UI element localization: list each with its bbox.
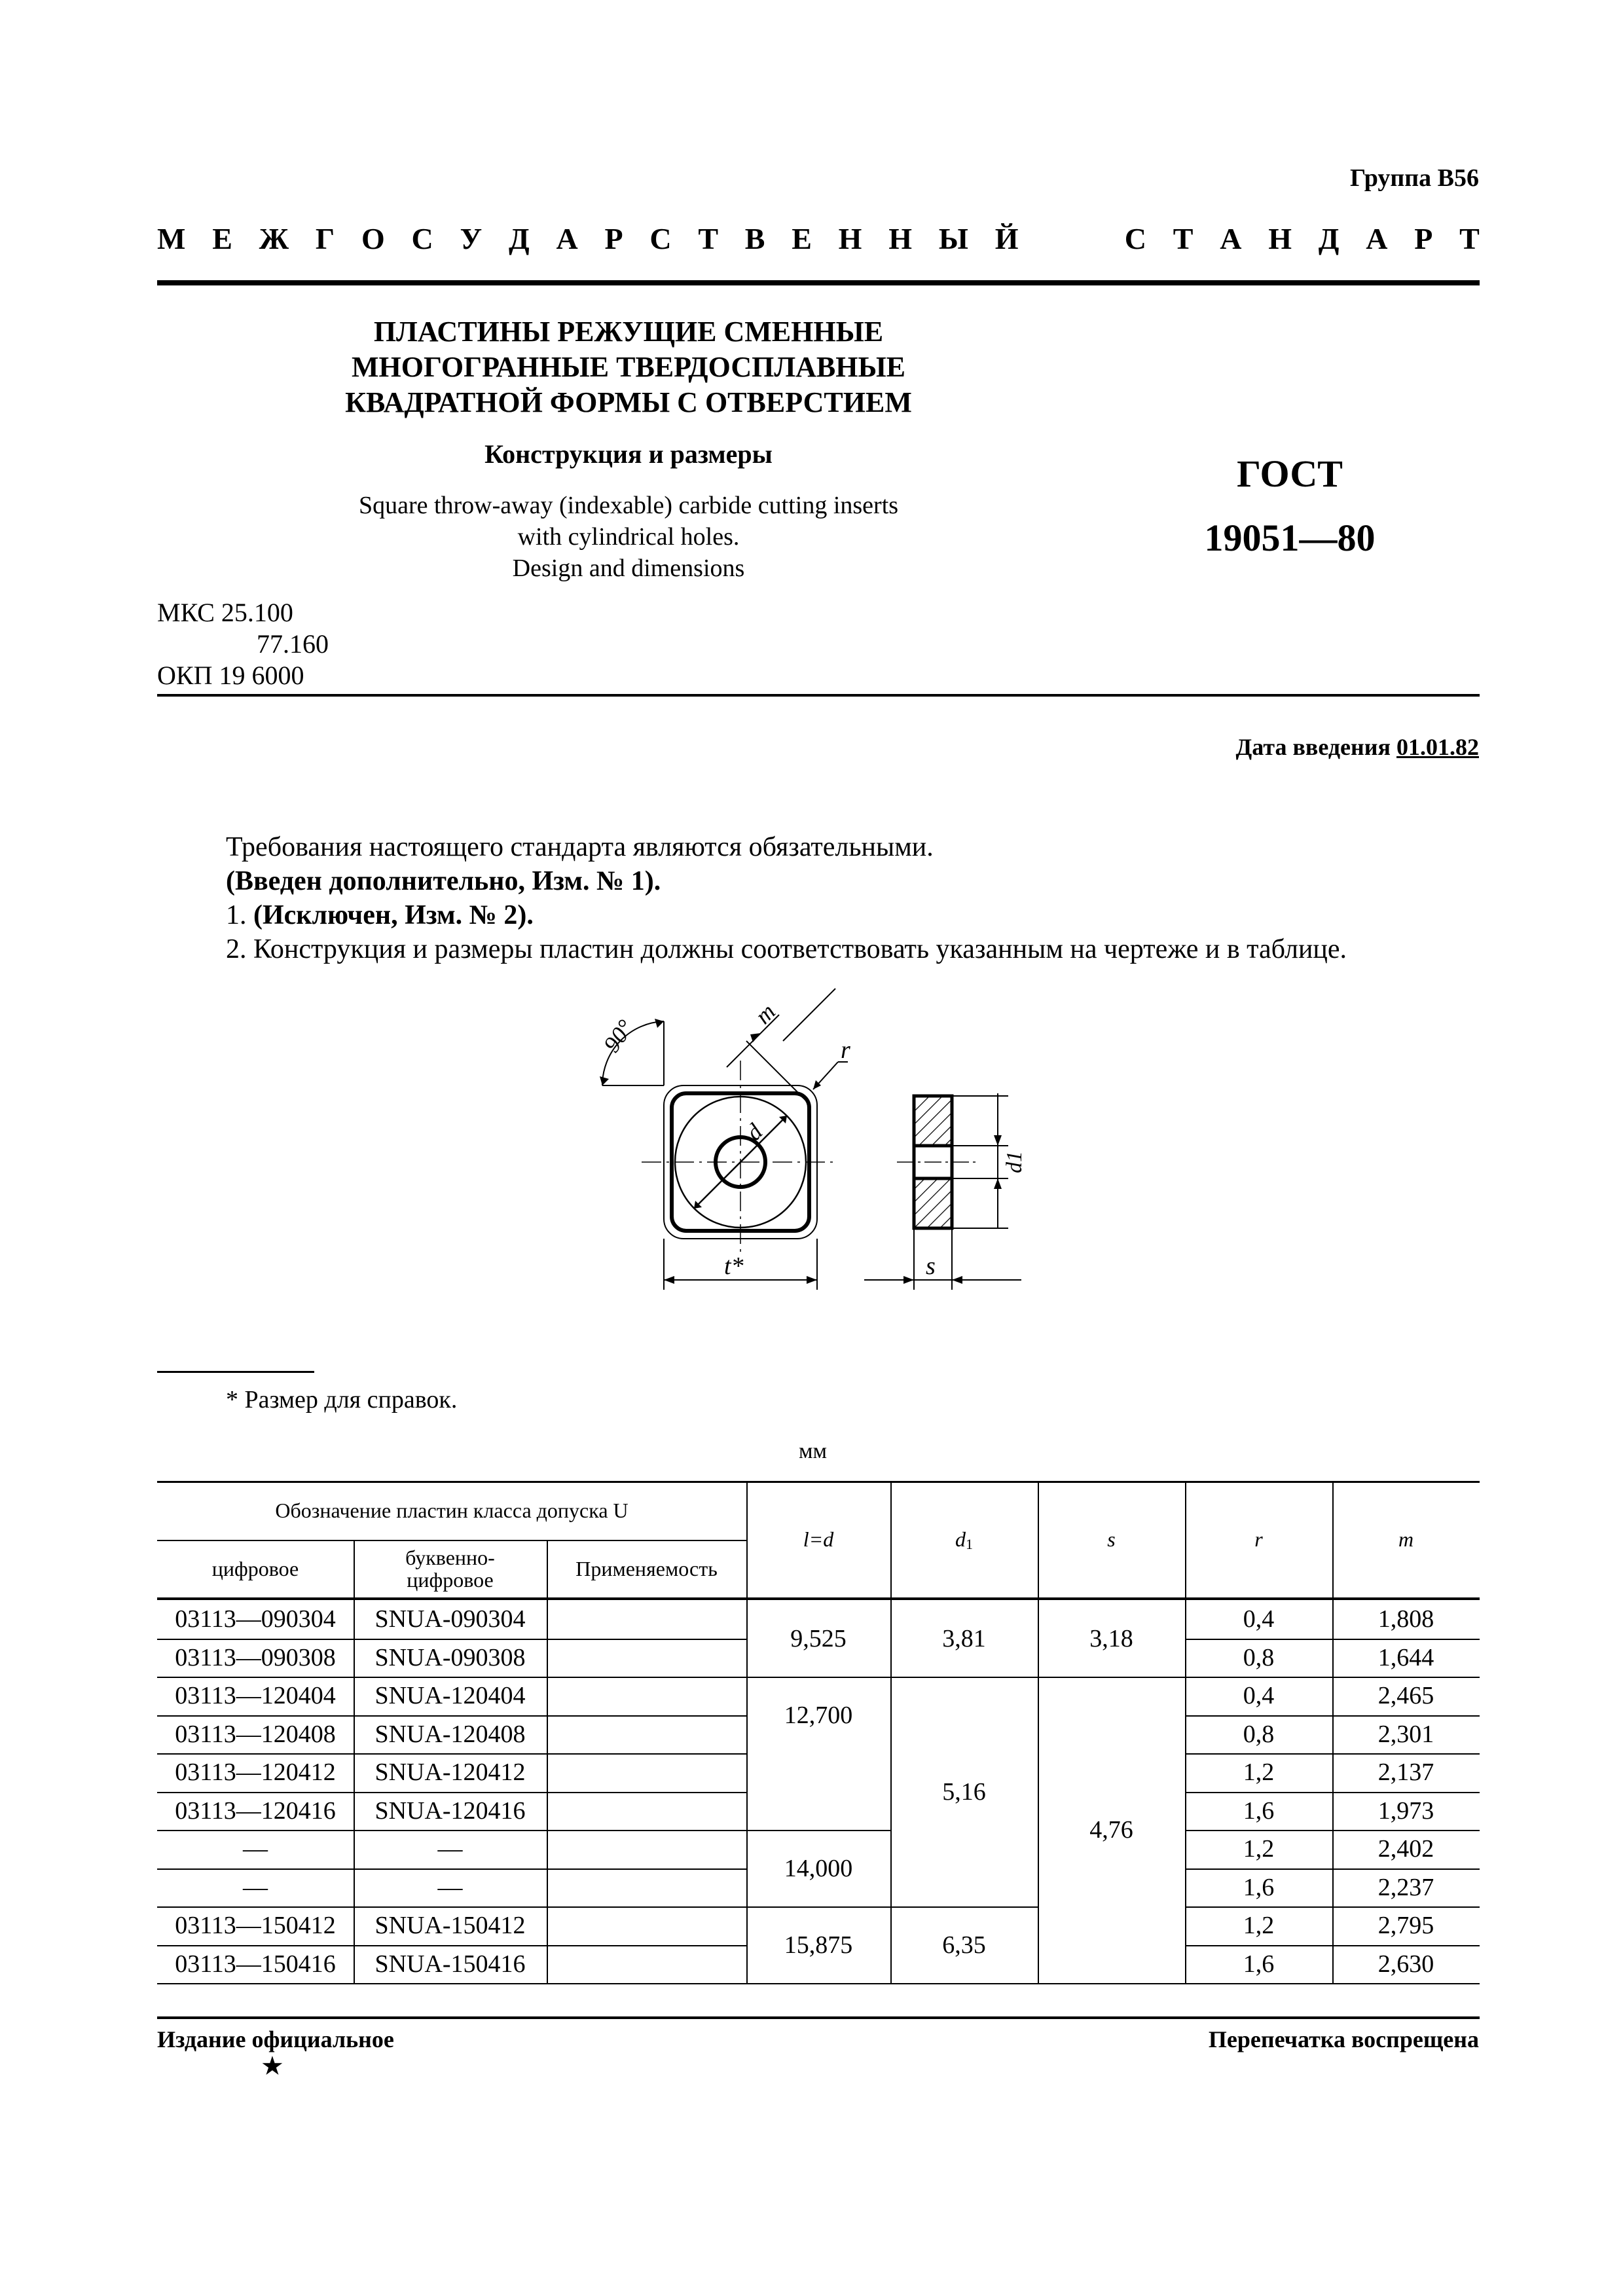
cell-l-merged: 9,525 <box>790 1624 847 1652</box>
table-unit: мм <box>799 1439 828 1463</box>
heading-letter <box>1045 221 1058 256</box>
header-alnum-line-1: буквенно- <box>405 1546 495 1569</box>
title-line-3: КВАДРАТНОЙ ФОРМЫ С ОТВЕРСТИЕМ <box>345 386 912 418</box>
cell-d1-merged: 6,35 <box>942 1931 986 1959</box>
paragraph-amendment-1: (Введен дополнительно, Изм. № 1). <box>226 866 661 896</box>
cell-numeric-code: 03113—120404 <box>175 1682 336 1710</box>
cell-r: 0,8 <box>1243 1643 1275 1671</box>
cell-numeric-code: — <box>243 1835 268 1863</box>
cell-numeric-code: 03113—150416 <box>175 1950 336 1978</box>
cell-d1-merged: 3,81 <box>942 1624 986 1652</box>
header-d1-sub: 1 <box>966 1536 973 1552</box>
heading-letter: Ы <box>938 222 968 255</box>
footer-rule <box>157 2016 1480 2019</box>
side-view <box>864 1093 1021 1290</box>
cell-m: 1,973 <box>1377 1796 1434 1825</box>
interstate-standard-heading <box>157 221 1480 256</box>
heading-letter: Е <box>212 222 232 255</box>
heading-letter: Д <box>509 222 530 255</box>
header-rule <box>157 280 1480 285</box>
cell-r: 1,6 <box>1243 1873 1275 1901</box>
date-label: Дата введения <box>1235 734 1391 760</box>
d1-label: d1 <box>1002 1151 1027 1173</box>
cell-numeric-code: 03113—120408 <box>175 1720 336 1748</box>
insert-drawing <box>589 982 1061 1322</box>
star-icon: ★ <box>261 2051 284 2081</box>
header-r: r <box>1254 1527 1263 1551</box>
group-label: Группа В56 <box>1349 164 1479 192</box>
cell-m: 2,301 <box>1377 1720 1434 1748</box>
cell-alnum-code: SNUA-150416 <box>374 1950 526 1978</box>
heading-letter: Ж <box>259 222 289 255</box>
cell-numeric-code: 03113—150412 <box>175 1912 336 1940</box>
cell-m: 2,237 <box>1377 1873 1434 1901</box>
cell-numeric-code: 03113—120416 <box>175 1796 336 1825</box>
cell-alnum-code: SNUA-120404 <box>374 1682 526 1710</box>
header-designation-group: Обозначение пластин класса допуска U <box>275 1499 629 1522</box>
heading-letter: Т <box>1459 222 1480 255</box>
table-rule <box>547 1540 548 1983</box>
heading-letter: Е <box>792 222 812 255</box>
footnote: * Размер для справок. <box>226 1386 458 1413</box>
header-alnum-line-2: цифровое <box>407 1568 494 1592</box>
heading-letter: О <box>361 222 385 255</box>
header-d1 <box>890 1481 1038 1597</box>
mks-code-2: 77.160 <box>257 629 329 659</box>
angle-label: 90° <box>598 1015 639 1057</box>
cell-m: 2,630 <box>1377 1950 1434 1978</box>
heading-letter: С <box>1124 222 1147 255</box>
cell-alnum-code: — <box>437 1873 463 1901</box>
heading-letter: Р <box>604 222 623 255</box>
heading-letter: Н <box>1268 222 1292 255</box>
header-l: l=d <box>803 1527 834 1551</box>
heading-letter: В <box>744 222 765 255</box>
gost-label: ГОСТ <box>1237 452 1343 495</box>
english-title-line-1: Square throw-away (indexable) carbide cutting inserts <box>358 492 899 519</box>
cell-l-merged: 15,875 <box>784 1931 853 1959</box>
paragraph-item-1 <box>226 898 534 932</box>
cell-m: 1,644 <box>1377 1643 1434 1671</box>
cell-m: 2,402 <box>1377 1835 1434 1863</box>
cell-m: 2,465 <box>1377 1682 1434 1710</box>
heading-letter: Т <box>698 222 718 255</box>
cell-alnum-code: SNUA-120416 <box>374 1796 526 1825</box>
cell-r: 0,8 <box>1243 1720 1275 1748</box>
cell-alnum-code: — <box>437 1835 463 1863</box>
cell-numeric-code: 03113—090304 <box>175 1605 336 1633</box>
english-title-line-2: with cylindrical holes. <box>517 523 740 551</box>
cell-m: 2,137 <box>1377 1758 1434 1787</box>
heading-letter: Т <box>1173 222 1194 255</box>
cell-s-merged: 3,18 <box>1089 1624 1133 1652</box>
cell-l-merged: 14,000 <box>784 1854 853 1882</box>
classification-codes <box>157 597 329 691</box>
heading-letter: Р <box>1414 222 1433 255</box>
m-label: m <box>750 998 781 1029</box>
s-label: s <box>926 1252 936 1280</box>
header-applicability: Применяемость <box>575 1557 718 1580</box>
english-title-line-3: Design and dimensions <box>512 555 745 582</box>
mks-code-1: МКС 25.100 <box>157 598 293 627</box>
footnote-rule <box>157 1371 314 1373</box>
reprint-prohibited-label: Перепечатка воспрещена <box>1208 2026 1479 2052</box>
heading-letter: А <box>556 222 578 255</box>
english-title <box>288 490 969 584</box>
official-edition-label: Издание официальное <box>157 2026 394 2052</box>
cell-l-merged: 12,700 <box>784 1701 853 1729</box>
gost-number: 19051—80 <box>1204 517 1376 559</box>
item-1-text: (Исключен, Изм. № 2). <box>253 900 534 930</box>
cell-alnum-code: SNUA-120412 <box>374 1758 526 1787</box>
section-rule <box>157 694 1480 697</box>
d-label: d <box>740 1118 768 1146</box>
header-d1-main: d <box>955 1527 966 1551</box>
cell-r: 1,2 <box>1243 1835 1275 1863</box>
heading-letter: А <box>1220 222 1242 255</box>
heading-letter: Й <box>994 222 1019 255</box>
heading-letter: Д <box>1318 222 1340 255</box>
heading-letter: С <box>649 222 672 255</box>
document-subtitle: Конструкция и размеры <box>484 439 773 469</box>
heading-letter: У <box>460 222 483 255</box>
cell-alnum-code: SNUA-120408 <box>374 1720 526 1748</box>
introduction-date <box>1236 733 1480 761</box>
title-line-2: МНОГОГРАННЫЕ ТВЕРДОСПЛАВНЫЕ <box>351 351 906 383</box>
paragraph-mandatory: Требования настоящего стандарта являются обязательными. <box>226 832 934 862</box>
cell-alnum-code: SNUA-090304 <box>374 1605 526 1633</box>
header-alphanumeric <box>354 1540 547 1597</box>
cell-numeric-code: 03113—120412 <box>175 1758 336 1787</box>
item-1-number: 1. <box>226 900 253 930</box>
cell-alnum-code: SNUA-090308 <box>374 1643 526 1671</box>
cell-r: 1,6 <box>1243 1796 1275 1825</box>
heading-letter: С <box>411 222 433 255</box>
cell-d1-merged: 5,16 <box>942 1777 986 1806</box>
heading-letter: А <box>1366 222 1388 255</box>
cell-r: 0,4 <box>1243 1605 1275 1633</box>
header-numeric: цифровое <box>211 1557 299 1580</box>
cell-alnum-code: SNUA-150412 <box>374 1912 526 1940</box>
r-label: r <box>841 1036 850 1064</box>
cell-m: 2,795 <box>1377 1912 1434 1940</box>
dimensions-table <box>157 1481 1480 1998</box>
date-value: 01.01.82 <box>1396 734 1479 760</box>
cell-numeric-code: 03113—090308 <box>175 1643 336 1671</box>
heading-letter: Н <box>838 222 862 255</box>
cell-s-merged: 4,76 <box>1089 1816 1133 1844</box>
table-rule <box>157 1983 1480 1984</box>
title-line-1: ПЛАСТИНЫ РЕЖУЩИЕ СМЕННЫЕ <box>373 316 884 348</box>
cell-m: 1,808 <box>1377 1605 1434 1633</box>
header-m: m <box>1398 1527 1414 1551</box>
t-label: t* <box>724 1252 744 1280</box>
paragraph-item-2: 2. Конструкция и размеры пластин должны соответствовать указанным на чертеже и в таблице. <box>226 934 1347 964</box>
cell-r: 1,2 <box>1243 1912 1275 1940</box>
heading-letter: Н <box>888 222 912 255</box>
cell-r: 1,6 <box>1243 1950 1275 1978</box>
cell-r: 0,4 <box>1243 1682 1275 1710</box>
heading-letter: Г <box>315 222 335 255</box>
cell-numeric-code: — <box>243 1873 268 1901</box>
header-s: s <box>1107 1527 1116 1551</box>
heading-letter <box>1085 221 1098 256</box>
front-view <box>600 989 848 1290</box>
okp-code: ОКП 19 6000 <box>157 661 304 690</box>
document-title <box>288 314 969 420</box>
heading-letter: М <box>157 222 186 255</box>
cell-r: 1,2 <box>1243 1758 1275 1787</box>
